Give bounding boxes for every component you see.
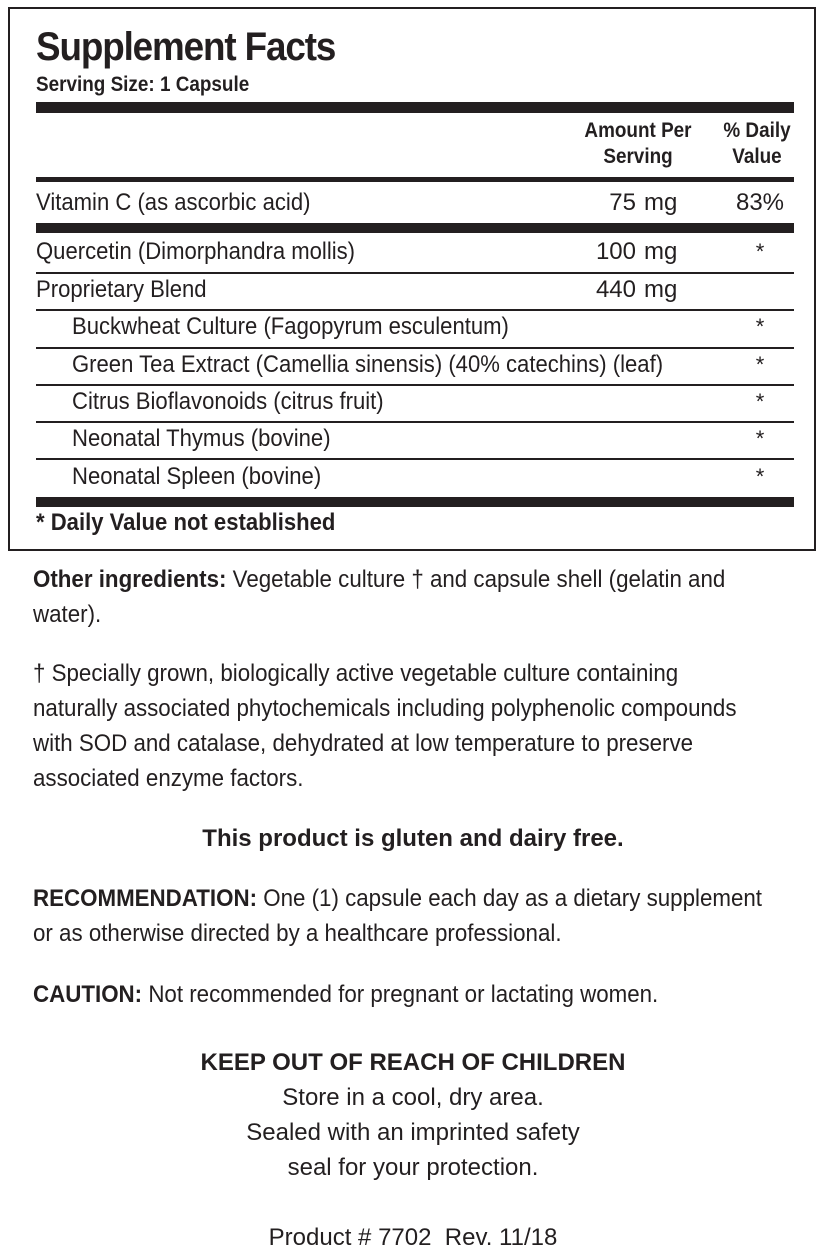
caution-text: Not recommended for pregnant or lactating women.: [142, 981, 659, 1008]
caution-label: CAUTION:: [33, 981, 143, 1008]
row-divider: [36, 272, 794, 274]
bottom-thick-divider: [36, 497, 794, 507]
serving-size: Serving Size: 1 Capsule: [36, 73, 250, 96]
ingredient-daily-value: *: [755, 352, 765, 377]
blend-row-thymus: [36, 424, 794, 454]
daily-value-footnote: * Daily Value not established: [36, 509, 336, 536]
amount-per-serving-header: Amount Per Serving: [584, 119, 692, 168]
blend-row-buckwheat: [36, 312, 794, 342]
gluten-dairy-free-note: This product is gluten and dairy free.: [202, 825, 624, 852]
nutrient-row-proprietary-blend: [36, 275, 794, 305]
daily-value-header: % Daily Value: [723, 119, 791, 168]
row-divider: [36, 458, 794, 460]
ingredient-name: Buckwheat Culture (Fagopyrum esculentum): [72, 313, 509, 340]
recommendation: [33, 881, 768, 951]
blend-row-citrus: [36, 387, 794, 417]
nutrient-name: Proprietary Blend: [36, 276, 207, 303]
vitamin-divider: [36, 223, 794, 233]
recommendation-text: One (1) capsule each day as a dietary supplement or as otherwise directed by a healthcare professional.: [33, 885, 762, 947]
row-divider: [36, 347, 794, 349]
storage-line-2: Sealed with an imprinted safety: [246, 1119, 580, 1146]
other-ingredients: [33, 562, 768, 632]
other-ingredients-label: Other ingredients:: [33, 566, 227, 593]
nutrient-name: Vitamin C (as ascorbic acid): [36, 189, 311, 216]
ingredient-daily-value: *: [755, 426, 765, 451]
header-divider: [36, 177, 794, 182]
nutrient-row-vitamin-c: [36, 188, 794, 218]
nutrient-unit: mg: [644, 189, 678, 216]
product-number: Product # 7702 Rev. 11/18: [268, 1224, 558, 1251]
ingredient-name: Citrus Bioflavonoids (citrus fruit): [72, 388, 384, 415]
nutrient-daily-value: *: [755, 239, 765, 264]
storage-line-1: Store in a cool, dry area.: [282, 1084, 544, 1111]
ingredient-name: Neonatal Thymus (bovine): [72, 425, 331, 452]
nutrient-unit: mg: [644, 238, 678, 265]
row-divider: [36, 421, 794, 423]
nutrient-daily-value: 83%: [735, 189, 785, 216]
blend-row-green-tea: [36, 350, 794, 380]
nutrient-amount: 440: [595, 276, 636, 303]
recommendation-label: RECOMMENDATION:: [33, 885, 258, 912]
ingredient-daily-value: *: [755, 464, 765, 489]
panel-title: Supplement Facts: [36, 25, 336, 69]
row-divider: [36, 309, 794, 311]
ingredient-daily-value: *: [755, 389, 765, 414]
supplement-facts-panel: [8, 7, 816, 551]
nutrient-amount: 75: [609, 189, 636, 216]
nutrient-row-quercetin: [36, 237, 794, 267]
ingredient-name: Neonatal Spleen (bovine): [72, 463, 322, 490]
culture-note: † Specially grown, biologically active vegetable culture containing naturally associated phytochemicals including polyphenolic compounds with SOD and catalase, dehydrated at low temperature to preserve associated enzyme factors.: [33, 660, 737, 792]
other-ingredients-text: Vegetable culture † and capsule shell (gelatin and water).: [33, 566, 726, 628]
nutrient-unit: mg: [644, 276, 678, 303]
keep-out-of-reach: KEEP OUT OF REACH OF CHILDREN: [200, 1049, 626, 1076]
storage-line-3: seal for your protection.: [287, 1154, 539, 1181]
row-divider: [36, 384, 794, 386]
ingredient-daily-value: *: [755, 314, 765, 339]
top-thick-divider: [36, 102, 794, 113]
caution: [33, 977, 768, 1012]
nutrient-amount: 100: [595, 238, 636, 265]
nutrient-name: Quercetin (Dimorphandra mollis): [36, 238, 356, 265]
ingredient-name: Green Tea Extract (Camellia sinensis) (40% catechins) (leaf): [72, 351, 664, 378]
blend-row-spleen: [36, 462, 794, 492]
